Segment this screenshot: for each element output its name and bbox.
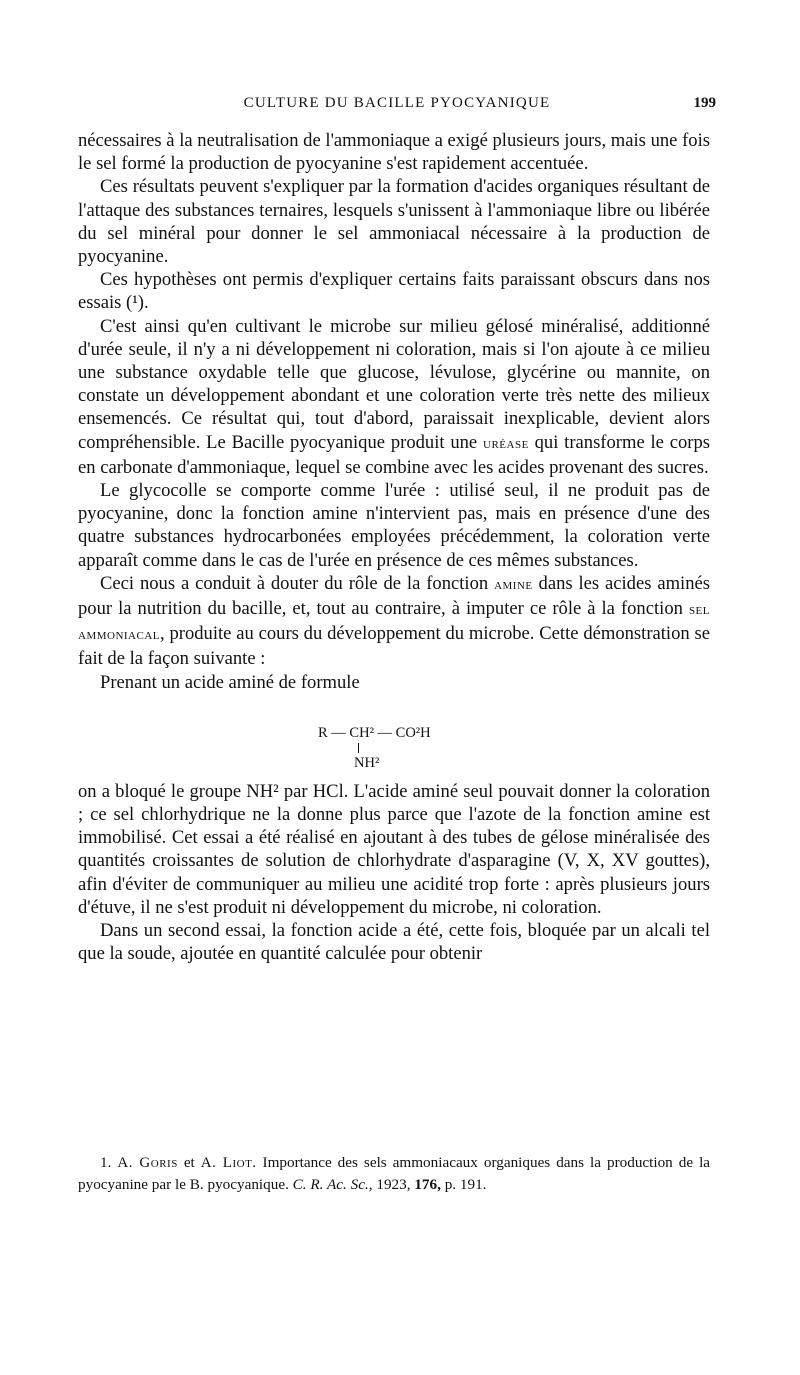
footnote-author-1: A. Goris: [117, 1155, 178, 1171]
footnote: [78, 1152, 710, 1195]
paragraph-6-part-c: , produite au cours du développement du microbe. Cette démonstration se fait de la façon suivante :: [78, 623, 710, 670]
footnote-conjunction: et: [183, 1154, 195, 1171]
footnote-volume: 176,: [414, 1176, 441, 1193]
paragraph-1: nécessaires à la neutralisation de l'ammoniaque a exigé plusieurs jours, mais une fois le sel formé la production de pyocyanine s'est rapidement accentuée.: [78, 130, 710, 175]
paragraph-6-part-b: dans les acides aminés pour la nutrition du bacille, et, tout au contraire, à imputer ce rôle à la fonction: [78, 572, 711, 620]
paragraph-7: Prenant un acide aminé de formule: [100, 671, 360, 693]
paragraph-3: Ces hypothèses ont permis d'expliquer certains faits paraissant obscurs dans nos essais (¹).: [78, 269, 710, 314]
footnote-text: Importance des sels ammoniacaux organiques dans la production de la pyocyanine par le B. pyocyanique.: [78, 1154, 711, 1193]
formula-line-2: NH²: [354, 754, 380, 771]
paragraph-4-part-a: C'est ainsi qu'en cultivant le microbe sur milieu gélosé minéralisé, additionné d'urée seule, il n'y a ni développement ni coloration, mais si l'on ajoute à ce milieu une substance oxydable telle que glucose, lévulose, glycérine ou mannite, on constate un développement abondant et une coloration verte très nette des milieux ensemencés. Ce résultat qui, tout d'abord, paraissait inexplicable, devient alors compréhensible. Le Bacille pyocyanique produit une: [78, 315, 710, 453]
footnote-number: 1.: [100, 1154, 112, 1171]
formula-line-1: R — CH² — CO²H: [318, 724, 431, 741]
term-urease: uréase: [483, 435, 529, 452]
paragraph-4: [78, 315, 710, 479]
body-text: [78, 129, 710, 966]
footnote-year: 1923,: [376, 1176, 411, 1193]
term-amine: amine: [494, 576, 533, 593]
footnote-journal: C. R. Ac. Sc.,: [292, 1176, 373, 1193]
running-title: CULTURE DU BACILLE PYOCYANIQUE: [243, 95, 551, 111]
term-sel-ammoniacal: sel ammoniacal: [78, 602, 710, 644]
footnote-pages: p. 191.: [444, 1176, 487, 1193]
paragraph-6: [78, 572, 710, 671]
chemical-formula: [78, 700, 710, 772]
paragraph-2: Ces résultats peuvent s'expliquer par la formation d'acides organiques résultant de l'attaque des substances ternaires, lesquels s'unissent à l'ammoniaque libre ou libérée du sel minéral pour donner le sel ammoniacal nécessaire à la production de pyocyanine.: [78, 176, 710, 268]
paragraph-4-part-b: qui transforme le corps en carbonate d'ammoniaque, lequel se combine avec les acides provenant des sucres.: [78, 431, 710, 478]
page-number: 199: [693, 95, 716, 111]
paragraph-9: Dans un second essai, la fonction acide a été, cette fois, bloquée par un alcali tel que la soude, ajoutée en quantité calculée pour obtenir: [78, 920, 710, 965]
page-header: [78, 95, 716, 119]
paragraph-5: Le glycocolle se comporte comme l'urée : utilisé seul, il ne produit pas de pyocyanine, donc la fonction amine n'intervient pas, mais en présence d'une des quatre substances hydrocarbonées employées précédemment, la coloration verte apparaît comme dans le cas de l'urée en présence de ces mêmes substances.: [78, 480, 710, 571]
paragraph-6-part-a: Ceci nous a conduit à douter du rôle de la fonction: [100, 572, 489, 594]
footnote-author-2: A. Liot.: [200, 1155, 257, 1171]
paragraph-8: on a bloqué le groupe NH² par HCl. L'acide aminé seul pouvait donner la coloration ; ce sel chlorhydrique ne la donne plus parce que l'azote de la fonction amine est immobilisé. Cet essai a été réalisé en ajoutant à des tubes de gélose minéralisée des quantités croissantes de solution de chlorhydrate d'asparagine (V, X, XV gouttes), afin d'éviter de communiquer au milieu une acidité trop forte : après plusieurs jours d'étuve, il ne s'est produit ni développement du microbe, ni coloration.: [78, 780, 710, 918]
